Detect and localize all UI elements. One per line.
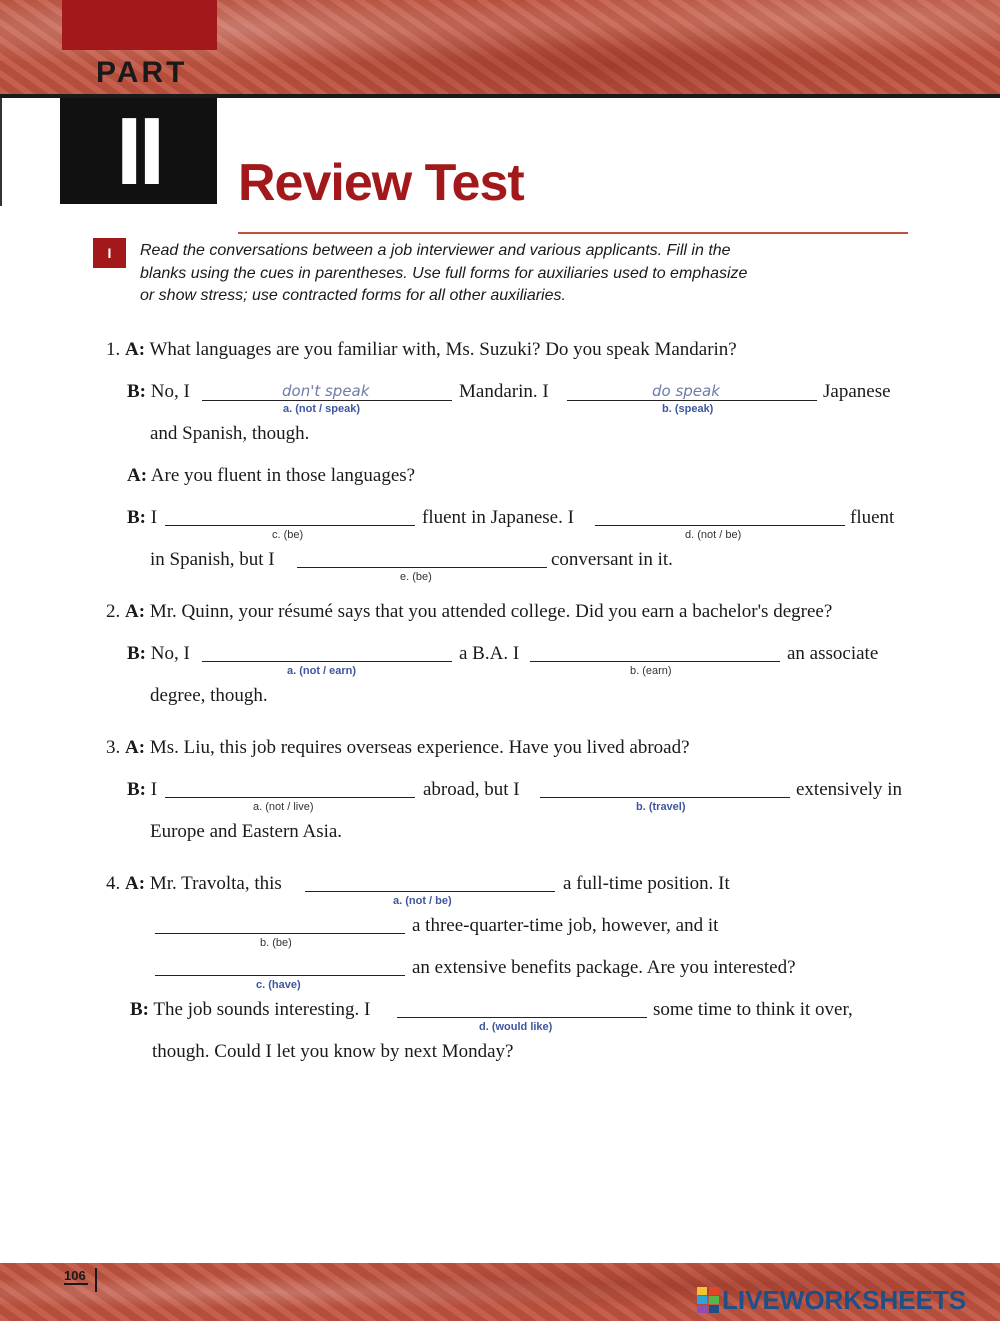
- q1-a1-line: [106, 338, 737, 362]
- q2-cue-a: a. (not / earn): [287, 665, 357, 677]
- q1-answer-a: don't speak: [282, 382, 370, 400]
- q1-b2-continuation-1: in Spanish, but I: [150, 549, 275, 570]
- q4-blank-a[interactable]: [305, 891, 555, 892]
- banner-accent-block: [62, 0, 217, 50]
- q1-b2-text-1: I: [150, 507, 158, 528]
- title-underline: [238, 232, 908, 234]
- part-number-box: [60, 98, 217, 204]
- part-label: PART: [96, 56, 188, 89]
- q1-a1-text: What languages are you familiar with, Ms. Suzuki? Do you speak Mandarin?: [149, 339, 737, 360]
- q1-cue-a: a. (not / speak): [283, 403, 361, 415]
- q1-a2-line: [127, 464, 415, 488]
- q1-cue-c: c. (be): [272, 529, 304, 541]
- q3-b-speaker: B:: [127, 779, 146, 800]
- q1-answer-b: do speak: [652, 382, 720, 400]
- q1-number: 1.: [106, 339, 121, 360]
- q1-b1-text-1: No, I: [150, 381, 190, 402]
- q4-blank-c[interactable]: [155, 975, 405, 976]
- q3-b-text-3: extensively in: [796, 779, 903, 800]
- q4-a-speaker: A:: [125, 873, 146, 894]
- q3-b-start: [127, 778, 157, 802]
- q3-b-text-1: I: [150, 779, 158, 800]
- q2-b-speaker: B:: [127, 643, 146, 664]
- q1-b1-speaker: B:: [127, 381, 146, 402]
- q1-b2-start: [127, 506, 157, 530]
- section-marker: I: [93, 238, 126, 268]
- q1-a2-speaker: A:: [127, 465, 148, 486]
- part-number: II: [115, 98, 162, 205]
- q3-number: 3.: [106, 737, 121, 758]
- q3-b-text-2: abroad, but I: [423, 779, 520, 800]
- q4-a-line-3: an extensive benefits package. Are you interested?: [412, 957, 796, 978]
- q2-blank-a[interactable]: [202, 661, 452, 662]
- q3-cue-b: b. (travel): [636, 801, 686, 813]
- liveworksheets-brand: LIVEWORKSHEETS: [722, 1285, 967, 1315]
- q4-cue-d: d. (would like): [479, 1021, 553, 1033]
- q4-cue-b: b. (be): [260, 937, 292, 949]
- q4-a-line-2: a three-quarter-time job, however, and it: [412, 915, 719, 936]
- q4-number: 4.: [106, 873, 121, 894]
- q4-b-start: [130, 998, 370, 1022]
- q2-a-speaker: A:: [125, 601, 146, 622]
- q2-b-text-2: a B.A. I: [459, 643, 520, 664]
- q2-b-start: [127, 642, 190, 666]
- q2-b-continuation: degree, though.: [150, 685, 268, 706]
- page-title: Review Test: [238, 154, 524, 212]
- q4-b-speaker: B:: [130, 999, 149, 1020]
- q1-cue-b: b. (speak): [662, 403, 714, 415]
- q4-b-text-1: The job sounds interesting. I: [153, 999, 371, 1020]
- q1-blank-e[interactable]: [297, 567, 547, 568]
- q4-a-start: [106, 872, 282, 896]
- instruction-line-2: blanks using the cues in parentheses. Use full forms for auxiliaries used to emphasize: [140, 264, 748, 282]
- q4-a-text-2: a full-time position. It: [563, 873, 730, 894]
- q2-blank-b[interactable]: [530, 661, 780, 662]
- q1-b2-speaker: B:: [127, 507, 146, 528]
- q2-a-text: Mr. Quinn, your résumé says that you attended college. Did you earn a bachelor's degree?: [149, 601, 833, 622]
- q1-b1-text-3: Japanese: [823, 381, 891, 402]
- q3-a-text: Ms. Liu, this job requires overseas experience. Have you lived abroad?: [149, 737, 690, 758]
- q3-blank-a[interactable]: [165, 797, 415, 798]
- instruction-line-3: or show stress; use contracted forms for all other auxiliaries.: [140, 287, 566, 304]
- left-margin-rule: [0, 98, 2, 206]
- q1-blank-b[interactable]: [567, 400, 817, 401]
- q4-a-text-1: Mr. Travolta, this: [149, 873, 282, 894]
- page-number: 106: [64, 1268, 86, 1283]
- q4-cue-a: a. (not / be): [393, 895, 452, 907]
- q1-blank-c[interactable]: [165, 525, 415, 526]
- q1-a1-speaker: A:: [125, 339, 146, 360]
- q4-b-text-2: some time to think it over,: [653, 999, 853, 1020]
- q2-b-text-1: No, I: [150, 643, 190, 664]
- section-instructions: [140, 240, 840, 308]
- q2-number: 2.: [106, 601, 121, 622]
- instruction-line-1: Read the conversations between a job interviewer and various applicants. Fill in the: [140, 242, 731, 259]
- q2-a-line: [106, 600, 832, 624]
- q4-blank-d[interactable]: [397, 1017, 647, 1018]
- q1-a2-text: Are you fluent in those languages?: [150, 465, 416, 486]
- q4-blank-b[interactable]: [155, 933, 405, 934]
- q3-cue-a: a. (not / live): [253, 801, 314, 813]
- q1-cue-e: e. (be): [400, 571, 432, 583]
- q1-b1-start: [127, 380, 190, 404]
- q1-b1-continuation: and Spanish, though.: [150, 423, 310, 444]
- q1-b2-text-2: fluent in Japanese. I: [422, 507, 574, 528]
- q3-a-speaker: A:: [125, 737, 146, 758]
- q3-b-continuation: Europe and Eastern Asia.: [150, 821, 343, 842]
- q4-b-continuation: though. Could I let you know by next Monday?: [152, 1041, 514, 1062]
- page-number-divider: [95, 1268, 97, 1292]
- q3-a-line: [106, 736, 690, 760]
- liveworksheets-logo-icon: [697, 1287, 719, 1313]
- q2-cue-b: b. (earn): [630, 665, 672, 677]
- q1-b1-text-2: Mandarin. I: [459, 381, 549, 402]
- q1-blank-a[interactable]: [202, 400, 452, 401]
- q1-b2-continuation-2: conversant in it.: [551, 549, 673, 570]
- q1-b2-text-3: fluent: [850, 507, 895, 528]
- q1-cue-d: d. (not / be): [685, 529, 742, 541]
- q2-b-text-3: an associate: [787, 643, 879, 664]
- q3-blank-b[interactable]: [540, 797, 790, 798]
- q4-cue-c: c. (have): [256, 979, 301, 991]
- q1-blank-d[interactable]: [595, 525, 845, 526]
